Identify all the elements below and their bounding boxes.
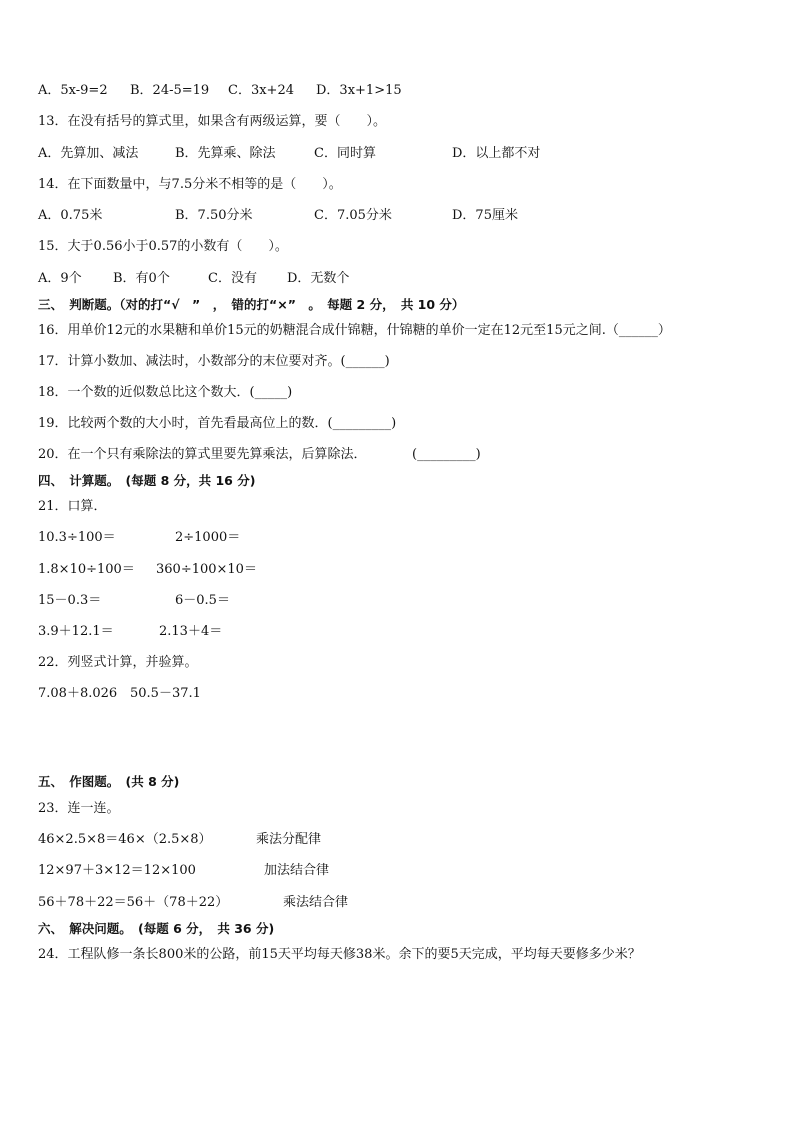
q18: 18．一个数的近似数总比这个数大．(_____) xyxy=(38,385,293,400)
q21-title: 21．口算． xyxy=(38,499,107,514)
q21-item: 2.13＋4＝ xyxy=(159,624,223,639)
q14-option-b: B．7.50分米 xyxy=(175,208,253,223)
q23-law: 加法结合律 xyxy=(264,863,330,878)
q15-option-d: D．无数个 xyxy=(287,271,350,286)
q23-law: 乘法分配律 xyxy=(256,832,322,847)
q14-option-a: A．0.75米 xyxy=(38,208,103,223)
q22-item: 7.08＋8.026 xyxy=(38,686,118,701)
q21-item: 1.8×10÷100＝ xyxy=(38,562,135,577)
q15-stem: 15．大于0.56小于0.57的小数有（ ）。 xyxy=(38,239,288,254)
q23-expression: 46×2.5×8＝46×（2.5×8） xyxy=(38,832,212,847)
q22-title: 22．列竖式计算，并验算。 xyxy=(38,655,198,670)
q21-item: 10.3÷100＝ xyxy=(38,530,116,545)
section3-heading: 三、 判断题。（对的打“√ ” ， 错的打“×” 。 每题 2 分， 共 10 分） xyxy=(38,297,465,312)
q23-expression: 56＋78＋22＝56＋（78＋22） xyxy=(38,895,229,910)
q21-item: 2÷1000＝ xyxy=(175,530,241,545)
q15-option-b: B．有0个 xyxy=(113,271,170,286)
q21-item: 15－0.3＝ xyxy=(38,593,102,608)
q23-title: 23．连一连。 xyxy=(38,801,120,816)
q14-stem: 14．在下面数量中，与7.5分米不相等的是（ ）。 xyxy=(38,177,342,192)
q23-law: 乘法结合律 xyxy=(283,895,349,910)
q13-option-a: A．先算加、减法 xyxy=(38,146,139,161)
q21-item: 360÷100×10＝ xyxy=(156,562,257,577)
q21-item: 3.9＋12.1＝ xyxy=(38,624,114,639)
q12-option-d: D．3x+1>15 xyxy=(316,83,402,98)
q14-option-d: D．75厘米 xyxy=(452,208,518,223)
q12-option-a: A．5x-9=2 xyxy=(38,83,108,98)
q20: 20．在一个只有乘除法的算式里要先算乘法，后算除法． (_________) xyxy=(38,447,481,462)
q14-option-c: C．7.05分米 xyxy=(314,208,392,223)
q16: 16．用单价12元的水果糖和单价15元的奶糖混合成什锦糖，什锦糖的单价一定在12元至15元之间.（______） xyxy=(38,323,671,338)
q17: 17．计算小数加、减法时，小数部分的末位要对齐。(______) xyxy=(38,354,390,369)
q22-item: 50.5－37.1 xyxy=(130,686,201,701)
q13-option-b: B．先算乘、除法 xyxy=(175,146,276,161)
q23-expression: 12×97＋3×12＝12×100 xyxy=(38,863,196,878)
q13-option-c: C．同时算 xyxy=(314,146,376,161)
section6-heading: 六、 解决问题。 (每题 6 分， 共 36 分) xyxy=(38,921,275,936)
q13-stem: 13．在没有括号的算式里，如果含有两级运算，要（ ）。 xyxy=(38,114,387,129)
q15-option-a: A．9个 xyxy=(38,271,82,286)
q15-option-c: C．没有 xyxy=(208,271,257,286)
q13-option-d: D．以上都不对 xyxy=(452,146,541,161)
q24: 24．工程队修一条长800米的公路，前15天平均每天修38米。余下的要5天完成，平均每天要修多少米？ xyxy=(38,947,641,962)
q12-option-b: B．24-5=19 xyxy=(130,83,210,98)
section5-heading: 五、 作图题。 (共 8 分) xyxy=(38,774,180,789)
section4-heading: 四、 计算题。 (每题 8 分，共 16 分) xyxy=(38,473,256,488)
q12-option-c: C．3x+24 xyxy=(228,83,294,98)
q19: 19．比较两个数的大小时，首先看最高位上的数．(_________) xyxy=(38,416,397,431)
q21-item: 6－0.5＝ xyxy=(175,593,230,608)
